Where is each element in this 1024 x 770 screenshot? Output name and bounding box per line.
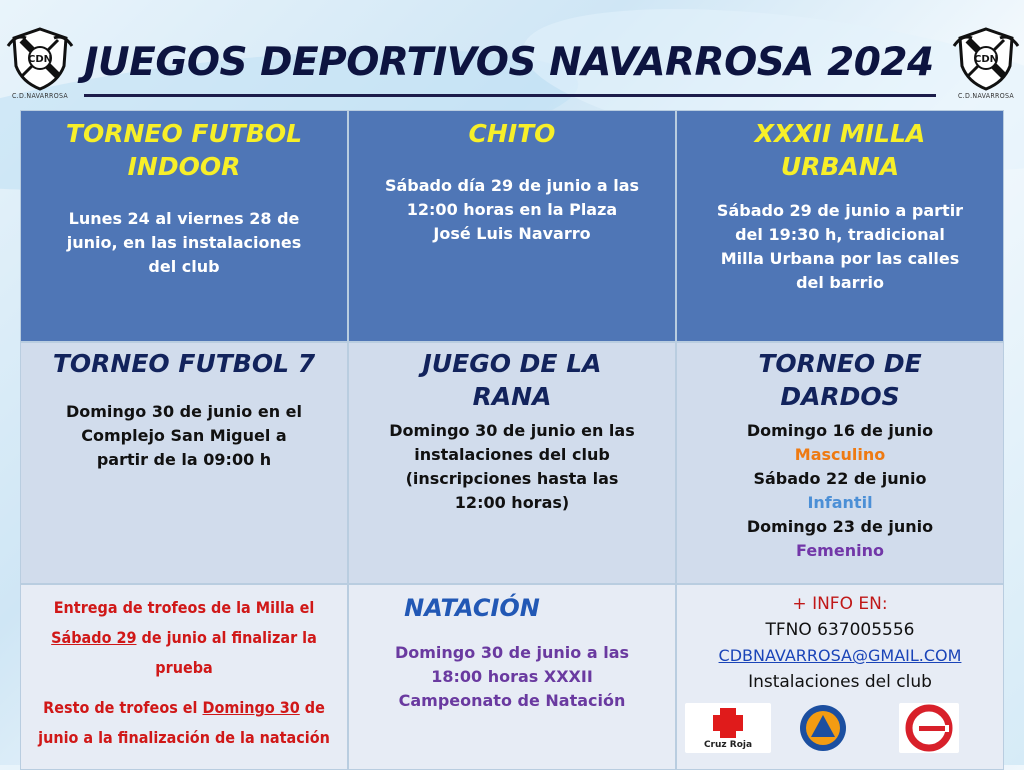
info-email-link[interactable]: CDBNAVARROSA@GMAIL.COM — [718, 646, 962, 665]
event-torneo-dardos — [676, 342, 1004, 584]
dardos-session-date: Sábado 22 de junio — [753, 469, 927, 488]
event-detail-line: (inscripciones hasta las — [405, 469, 619, 488]
event-natacion — [348, 584, 676, 770]
trofeos-line — [21, 693, 347, 723]
info-phone: TFNO 637005556 — [765, 620, 915, 640]
trofeos-line: prueba — [155, 658, 213, 677]
trofeos-date-underlined: Domingo 30 — [202, 698, 300, 717]
event-detail-line: Sábado día 29 de junio a las — [384, 176, 640, 195]
event-detail-line: Milla Urbana por las calles — [720, 249, 960, 268]
trofeos-line — [21, 623, 347, 653]
cruz-roja-logo-icon — [685, 703, 771, 753]
event-detail-line: junio, en las instalaciones — [66, 233, 302, 252]
event-detail-line: 12:00 horas) — [454, 493, 570, 512]
event-title: CHITO — [468, 119, 556, 148]
event-title: TORNEO FUTBOL 7 — [52, 349, 316, 378]
trofeos-text: de — [299, 698, 325, 717]
event-detail-line: del club — [148, 257, 220, 276]
events-grid — [20, 110, 1004, 770]
event-chito — [348, 110, 676, 342]
event-detail-line: del barrio — [796, 273, 884, 292]
contact-info — [676, 584, 1004, 770]
event-title: XXXII MILLA URBANA — [754, 119, 926, 181]
club-crest-caption: C.D.NAVARROSA — [11, 92, 69, 100]
event-detail-line: José Luis Navarro — [433, 224, 591, 243]
event-title: TORNEO FUTBOL INDOOR — [65, 119, 303, 181]
trofeos-line: Entrega de trofeos de la Milla el — [53, 598, 315, 617]
page-title: JUEGOS DEPORTIVOS NAVARROSA 2024 — [84, 40, 934, 85]
event-detail-line: instalaciones del club — [414, 445, 610, 464]
event-detail-line: del 19:30 h, tradicional — [735, 225, 945, 244]
header — [0, 0, 1024, 110]
club-crest-icon — [6, 26, 74, 104]
club-crest-icon — [952, 26, 1020, 104]
event-title: JUEGO DE LA RANA — [422, 349, 602, 411]
trofeos-text: Resto de trofeos el — [43, 698, 203, 717]
event-futbol-indoor — [20, 110, 348, 342]
dardos-session-date: Domingo 23 de junio — [746, 517, 934, 536]
event-juego-rana — [348, 342, 676, 584]
trofeos-text: de junio al finalizar la — [136, 628, 317, 647]
svg-text:CDN: CDN — [27, 54, 53, 65]
dardos-session-date: Domingo 16 de junio — [746, 421, 934, 440]
club-crest-caption: C.D.NAVARROSA — [957, 92, 1015, 100]
dardos-session-category: Infantil — [807, 493, 873, 512]
trofeos-date-underlined: Sábado 29 — [51, 628, 137, 647]
event-detail-line: Sábado 29 de junio a partir — [716, 201, 964, 220]
dardos-session-category: Femenino — [796, 541, 884, 560]
event-detail-line: 12:00 horas en la Plaza — [406, 200, 618, 219]
event-detail-line: Lunes 24 al viernes 28 de — [68, 209, 300, 228]
info-place: Instalaciones del club — [748, 672, 932, 692]
svg-text:CDN: CDN — [973, 54, 999, 65]
event-title: TORNEO DE DARDOS — [758, 349, 922, 411]
event-futbol-7 — [20, 342, 348, 584]
event-milla-urbana — [676, 110, 1004, 342]
proteccion-civil-logo-icon — [793, 703, 853, 753]
event-detail-line: Domingo 30 de junio en el — [65, 402, 302, 421]
sponsor-logo-icon — [899, 703, 959, 753]
event-detail-line: Domingo 30 de junio en las — [389, 421, 635, 440]
event-detail-line: Complejo San Miguel a — [81, 426, 287, 445]
title-underline — [84, 94, 936, 97]
event-detail-line: 18:00 horas XXXII — [431, 667, 593, 686]
sponsor-logos — [677, 703, 1004, 755]
trofeos-info — [20, 584, 348, 770]
event-detail-line: Campeonato de Natación — [398, 691, 626, 710]
cruz-roja-label: Cruz Roja — [703, 740, 753, 750]
event-title: NATACIÓN — [404, 594, 540, 622]
event-detail-line: Domingo 30 de junio a las — [394, 643, 630, 662]
trofeos-line: junio a la finalización de la natación — [38, 728, 330, 747]
info-heading: + INFO EN: — [792, 594, 888, 614]
event-detail-line: partir de la 09:00 h — [96, 450, 272, 469]
dardos-session-category: Masculino — [794, 445, 886, 464]
